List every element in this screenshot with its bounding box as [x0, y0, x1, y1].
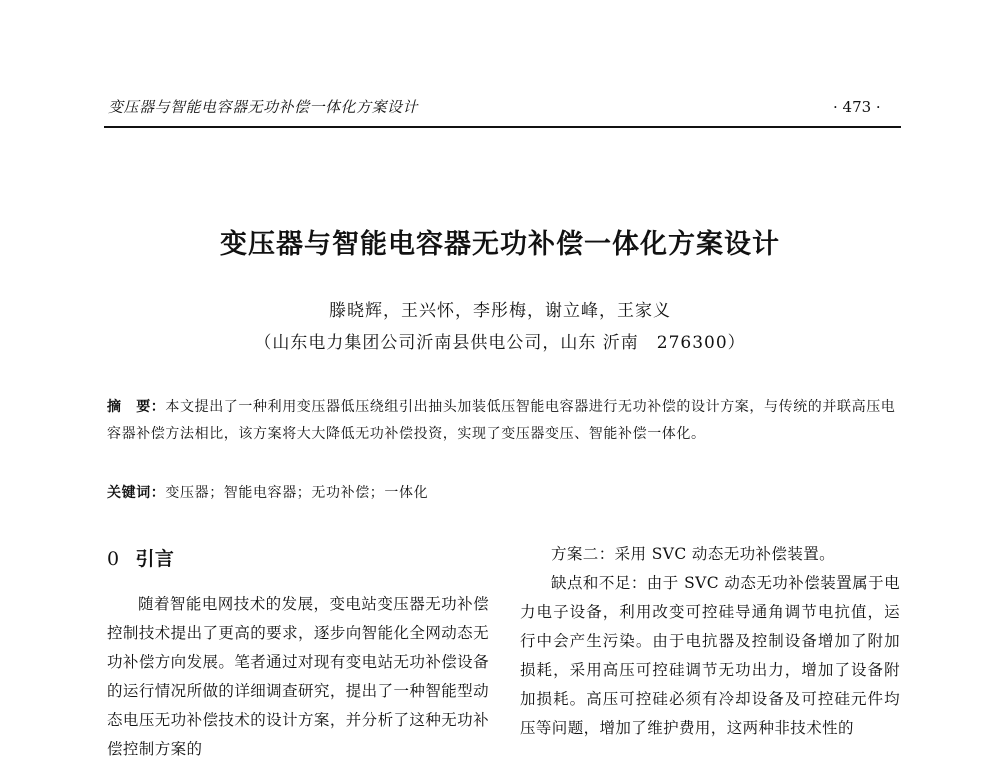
abstract: [107, 394, 900, 448]
article-authors: 滕晓辉，王兴怀，李彤梅，谢立峰，王家义: [329, 301, 671, 321]
article-title: 变压器与智能电容器无功补偿一体化方案设计: [220, 229, 780, 260]
keywords: [107, 482, 900, 502]
abstract-label: 摘 要：: [107, 399, 166, 415]
abstract-text: 本文提出了一种利用变压器低压绕组引出抽头加装低压智能电容器进行无功补偿的设计方案，与传统的并联高压电容器补偿方法相比，该方案将大大降低无功补偿投资，实现了变压器变压、智能补偿一体化。: [107, 399, 896, 442]
running-title: 变压器与智能电容器无功补偿一体化方案设计: [108, 98, 419, 116]
scheme-two-line: 方案二：采用 SVC 动态无功补偿装置。: [551, 545, 836, 563]
section-title: 引言: [135, 548, 175, 570]
left-column: [107, 542, 489, 764]
article-affiliation: （山东电力集团公司沂南县供电公司，山东 沂南 276300）: [254, 333, 746, 353]
header-rule: [104, 126, 901, 128]
keywords-label: 关键词：: [107, 485, 166, 501]
intro-paragraph: 随着智能电网技术的发展，变电站变压器无功补偿控制技术提出了更高的要求，逐步向智能化全网动态无功补偿方向发展。笔者通过对现有变电站无功补偿设备的运行情况所做的详细调查研究，提出了一种智能型动态电压无功补偿技术的设计方案，并分析了这种无功补偿控制方案的: [107, 595, 489, 758]
section-heading: [107, 542, 489, 576]
drawback-paragraph: 缺点和不足：由于 SVC 动态无功补偿装置属于电力电子设备，利用改变可控硅导通角调节电抗值，运行中会产生污染。由于电抗器及控制设备增加了附加损耗，采用高压可控硅调节无功出力，增加了设备附加损耗。高压可控硅必须有冷却设备及可控硅元件均压等问题，增加了维护费用，这两种非技术性的: [520, 574, 900, 737]
right-column: [520, 540, 900, 743]
section-number: 0: [107, 548, 120, 570]
keywords-text: 变压器；智能电容器；无功补偿；一体化: [165, 485, 429, 501]
page-number: · 473 ·: [833, 98, 881, 116]
